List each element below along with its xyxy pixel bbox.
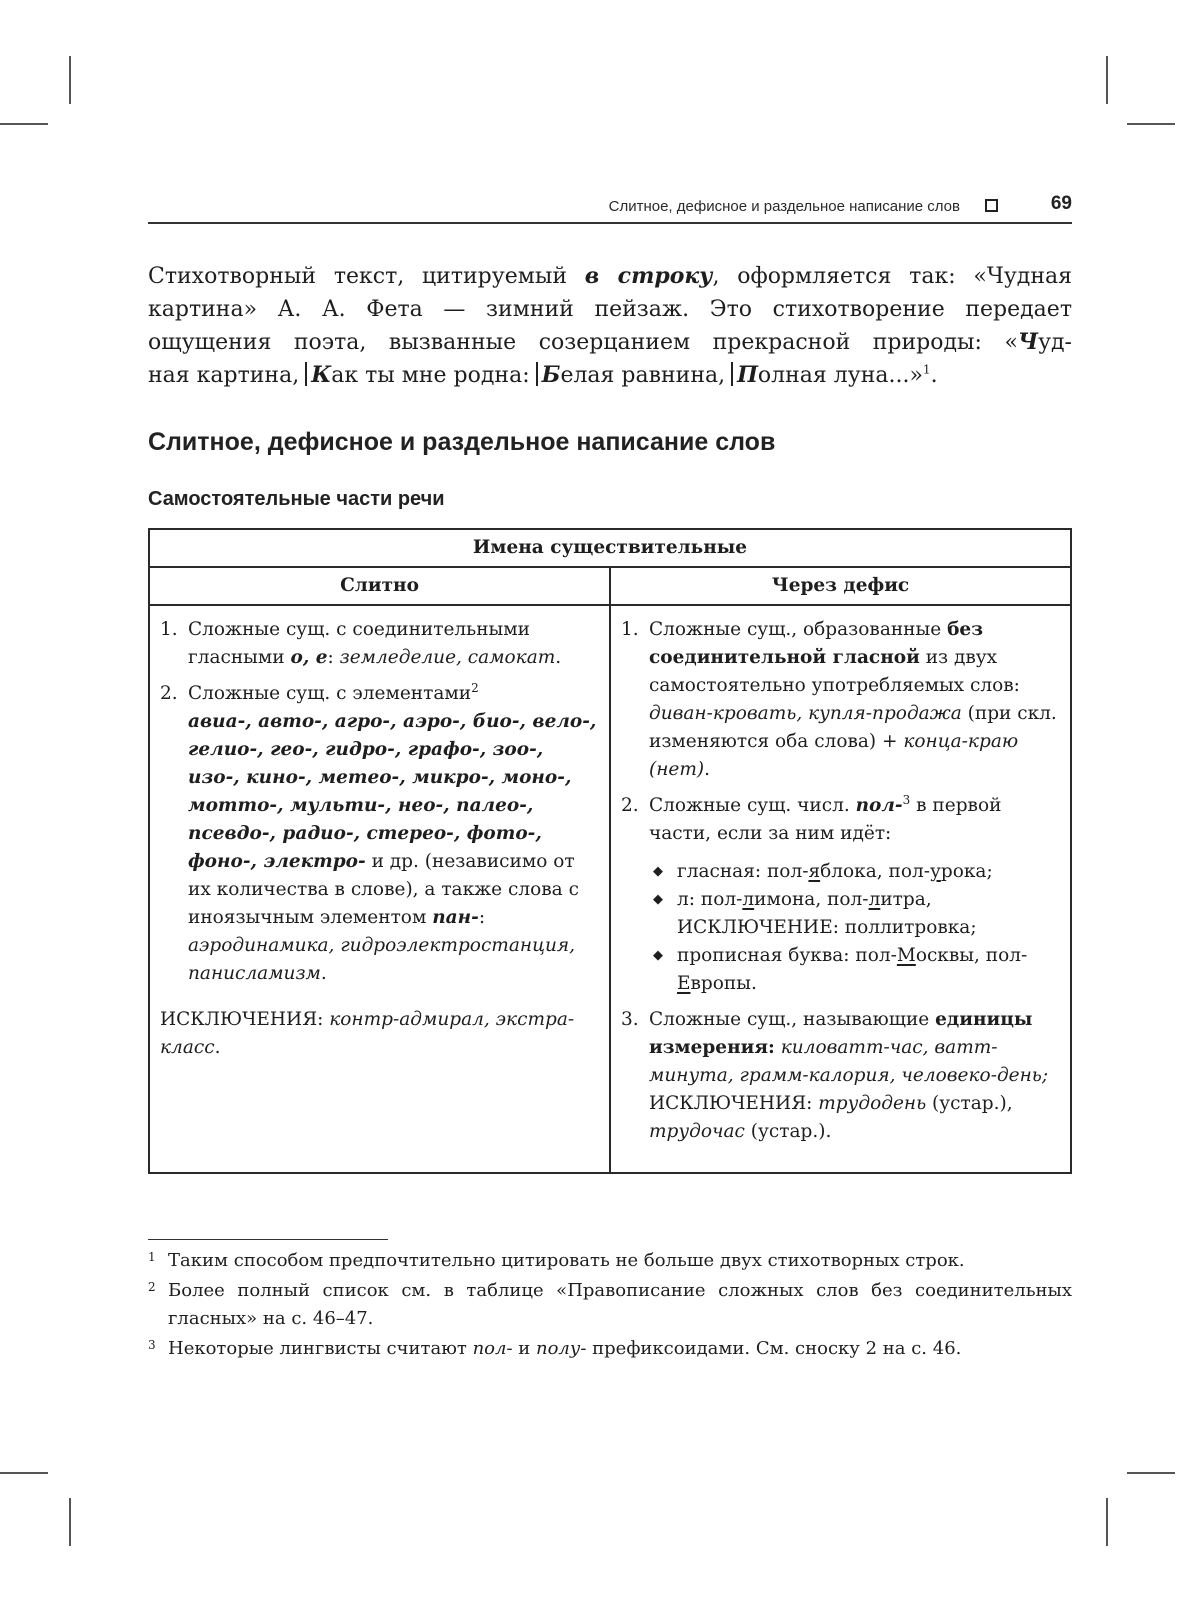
text: .: [555, 647, 562, 668]
rule-item: [621, 616, 1060, 784]
footnote-ref: 1: [922, 362, 931, 377]
footnote-mark: 3: [148, 1338, 156, 1352]
table-caption: Имена существительные: [149, 529, 1071, 567]
list-item: [649, 886, 1060, 942]
crop-mark: [0, 123, 48, 125]
left-cell: [149, 605, 610, 1173]
intro-paragraph: [148, 260, 1072, 392]
underlined-letter: Е: [677, 973, 691, 994]
footnote-ref: 2: [471, 680, 479, 695]
footnote-text: и: [512, 1338, 536, 1359]
text: и др. (независимо от их количества в слове), а также слова с иноязычным элементом: [188, 851, 579, 928]
verse-divider: [305, 362, 307, 386]
crop-mark: [0, 1472, 48, 1474]
text: , оформляется так: «Чудная: [712, 264, 1072, 289]
text: итра, ИСКЛЮЧЕНИЕ: поллитровка;: [677, 889, 977, 938]
diamond-bullet-icon: ◆: [653, 864, 663, 879]
emphasis: о, е: [290, 647, 328, 668]
crop-mark: [69, 56, 71, 104]
verse-divider: [536, 362, 538, 386]
text: :: [327, 647, 340, 668]
example: пол-: [472, 1338, 513, 1359]
example: земледелие, самокат: [339, 647, 556, 668]
footnote-divider: [148, 1239, 388, 1240]
footnote: [148, 1335, 1072, 1363]
section-title: Слитное, дефисное и раздельное написание слов: [148, 428, 776, 456]
intro-line: [148, 326, 1072, 359]
text: ИСКЛЮЧЕНИЯ:: [160, 1009, 330, 1030]
emphasis: пол-: [855, 795, 903, 816]
exceptions-note: [160, 1006, 599, 1062]
emphasis: пан-: [432, 907, 479, 928]
text: Сложные сущ., называющие: [649, 1009, 936, 1030]
text: уд-: [1038, 330, 1072, 355]
text: .: [930, 363, 938, 388]
page-number: 69: [1050, 193, 1072, 214]
square-bullet-icon: [985, 199, 998, 212]
intro-line: [148, 359, 1072, 392]
footnote-mark: 2: [148, 1280, 156, 1294]
footnote: [148, 1277, 1072, 1333]
bullet-list: [649, 858, 1060, 998]
table-header-row: [149, 567, 1071, 605]
example: трудочас: [649, 1121, 745, 1142]
column-header-left: Слитно: [149, 567, 610, 605]
emphasis: авиа-, авто-, агро-, аэро-, био-, вело-, гелио-, гео-, гидро-, графо-, зоо-, изо-, кино-, метео-, микро-, моно-, мотто-, мульти-, нео-, палео-, псевдо-, радио-, стерео-, фото-, фоно-, электро-: [188, 711, 597, 872]
rules-table: [148, 528, 1072, 1174]
footnote-text: префиксоидами. См. сноску 2 на с. 46.: [586, 1338, 962, 1359]
emphasis: К: [311, 362, 332, 388]
right-cell: [610, 605, 1071, 1173]
underlined-letter: л: [868, 889, 881, 910]
underlined-letter: М: [896, 945, 916, 966]
emphasis: единицы измерения:: [649, 1009, 1033, 1058]
emphasis: П: [737, 362, 758, 388]
list-item: [649, 942, 1060, 998]
example: конца-краю (нет): [649, 731, 1019, 780]
example: киловатт-час, ватт-минута, грамм-калория, человеко-день;: [649, 1037, 1049, 1086]
running-head-title: Слитное, дефисное и раздельное написание слов: [608, 198, 960, 215]
crop-mark: [1127, 123, 1175, 125]
text: (при скл. изменяются оба слова) +: [649, 703, 1057, 752]
text: ак ты мне родна:: [331, 363, 530, 388]
footnote-text: Таким способом предпочтительно цитировать не больше двух стихотворных строк.: [168, 1250, 965, 1271]
emphasis: Ч: [1017, 329, 1039, 355]
example: контр-адмирал, экстра-класс: [160, 1009, 575, 1058]
intro-line: [148, 260, 1072, 293]
footnotes: [148, 1247, 1072, 1365]
rule-item: [621, 792, 1060, 998]
text: из двух самостоятельно употребляемых слов:: [649, 647, 1020, 696]
diamond-bullet-icon: ◆: [653, 948, 663, 963]
footnote-text: Некоторые лингвисты считают: [168, 1338, 473, 1359]
footnote-text: Более полный список см. в таблице «Правописание сложных слов без соединительных гласных» на с. 46–47.: [168, 1280, 1072, 1329]
text: имона, пол-: [754, 889, 869, 910]
text: .: [320, 963, 327, 984]
text: картина» А. А. Фета — зимний пейзаж. Это стихотворение передает: [148, 297, 1072, 322]
example: аэродинамика, гидроэлектростанция, панисламизм: [188, 935, 576, 984]
text: олная луна...»: [757, 363, 923, 388]
emphasis: Б: [541, 362, 561, 388]
crop-mark: [69, 1498, 71, 1546]
text: Сложные сущ. с элементами: [188, 683, 472, 704]
text: ощущения поэта, вызванные созерцанием прекрасной природы: «: [148, 330, 1018, 355]
text: Сложные сущ. с соединительными гласными: [188, 619, 531, 668]
text: блока, пол-: [820, 861, 930, 882]
footnote: [148, 1247, 1072, 1275]
text: .: [214, 1037, 221, 1058]
underlined-letter: л: [742, 889, 755, 910]
subsection-title: Самостоятельные части речи: [148, 488, 445, 510]
example: диван-кровать, купля-продажа: [649, 703, 962, 724]
text: прописная буква: пол-: [677, 945, 897, 966]
text: ИСКЛЮЧЕНИЯ:: [649, 1093, 819, 1114]
text: ная картина,: [148, 363, 300, 388]
crop-mark: [1106, 56, 1108, 104]
text: в первой части, если за ним идёт:: [649, 795, 1002, 844]
crop-mark: [1127, 1472, 1175, 1474]
example: полу-: [536, 1338, 587, 1359]
item-number: 1.: [160, 619, 178, 640]
verse-divider: [731, 362, 733, 386]
text: елая равнина,: [560, 363, 726, 388]
item-number: 3.: [621, 1009, 639, 1030]
table-caption-row: [149, 529, 1071, 567]
text: Сложные сущ. числ.: [649, 795, 856, 816]
intro-line: [148, 293, 1072, 326]
emphasis: без соединительной гласной: [649, 619, 983, 668]
example: трудодень: [818, 1093, 927, 1114]
emphasis: в строку: [584, 263, 713, 289]
item-number: 1.: [621, 619, 639, 640]
text: Сложные сущ., образованные: [649, 619, 948, 640]
underlined-letter: у: [929, 861, 941, 882]
text: (устар.),: [926, 1093, 1013, 1114]
footnote-ref: 3: [902, 792, 911, 807]
text: гласная: пол-: [677, 861, 809, 882]
table-row: [149, 605, 1071, 1173]
running-head: [148, 190, 1072, 224]
column-header-right: Через дефис: [610, 567, 1071, 605]
rule-item: [160, 616, 599, 672]
item-number: 2.: [621, 795, 639, 816]
text: осквы, пол-: [915, 945, 1028, 966]
text: рока;: [940, 861, 993, 882]
text: .: [704, 759, 711, 780]
underlined-letter: я: [808, 861, 821, 882]
rule-item: [160, 680, 599, 988]
rule-item: [621, 1006, 1060, 1146]
text: (устар.).: [744, 1121, 832, 1142]
diamond-bullet-icon: ◆: [653, 892, 663, 907]
text: вропы.: [690, 973, 757, 994]
crop-mark: [1106, 1498, 1108, 1546]
item-number: 2.: [160, 683, 178, 704]
text: :: [478, 907, 486, 928]
text: Стихотворный текст, цитируемый: [148, 264, 585, 289]
footnote-mark: 1: [148, 1250, 156, 1264]
list-item: [649, 858, 1060, 886]
text: л: пол-: [677, 889, 743, 910]
